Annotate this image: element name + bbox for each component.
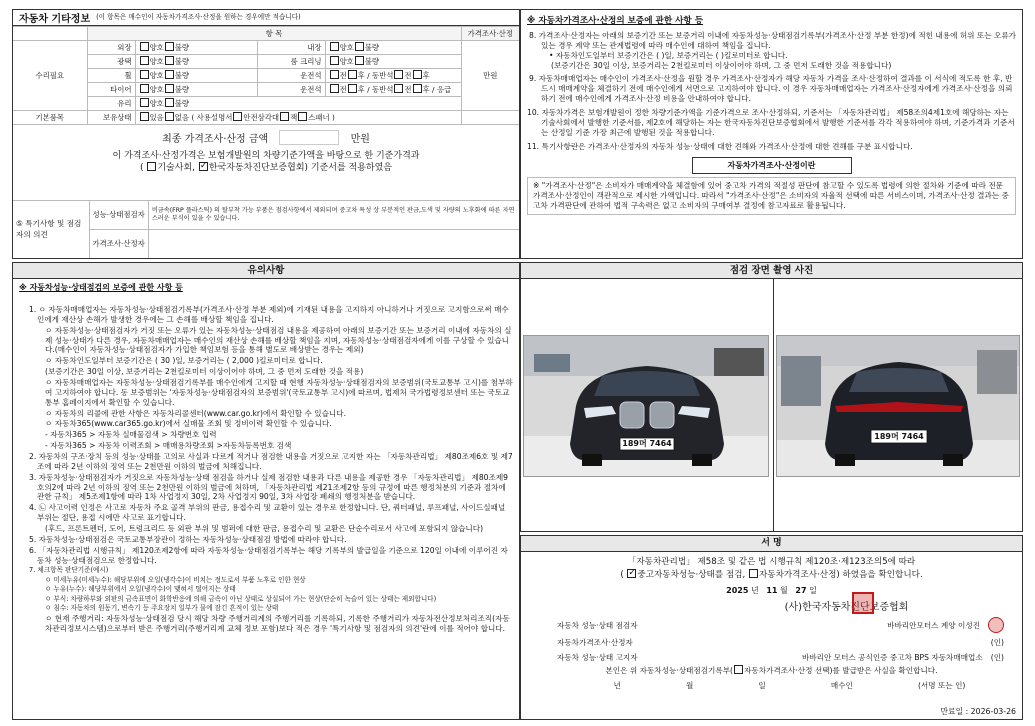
checkbox[interactable]	[165, 84, 174, 93]
signature-bar: 서 명	[521, 536, 1022, 552]
buyer-sign: (서명 또는 인)	[917, 681, 966, 691]
notice-item: (후드, 프론트펜더, 도어, 트렁크리드 등 외판 부위 및 범퍼에 대한 판금, 용접수리 및 교환은 단순수리로서 사고에 포함되지 않습니다)	[45, 524, 484, 534]
item8: 8. 가격조사·산정자는 아래의 보증기간 또는 보증거리 이내에 자동차성능·상태점검기록부(가격조사·산정 부분 한정)에 적힌 내용에 허위 또는 오류가 있는 경우 계약 또는 관계법령에 따라 매수인에 대하여 책임을 집니다.	[529, 31, 1016, 50]
buyer-month: 월	[685, 681, 694, 691]
final-unit: 만원	[350, 134, 370, 145]
opt-label: 후 / 동반석	[357, 85, 394, 94]
sig-org-row	[521, 598, 1022, 613]
row-name: 유리	[87, 97, 135, 111]
col-price: 가격조사·산정	[461, 27, 519, 41]
checkbox[interactable]	[298, 112, 307, 121]
sig-row-value: 바바리안모터스 계양 이성진	[887, 620, 980, 630]
notice-item: - 자동차365 > 자동차 이력조회 > 매매용차량조회 >자동차등록번호 검색	[45, 441, 292, 451]
checkbox[interactable]	[355, 42, 364, 51]
opt-label: 양호	[339, 43, 354, 52]
buyer-label: 매수인	[830, 681, 853, 691]
buyer-day: 일	[758, 681, 766, 691]
opt-label: 양호	[149, 57, 164, 66]
sig-row-label: 자동차 성능·상태 고지자	[557, 653, 638, 663]
item10: 10. 자동차가격은 보험개발원이 정한 차량기준가액을 기준가격으로 조사·산정하되, 기준서는 「자동차관리법」 제58조의4제1호에 해당하는 자는 기술사회에서 발행한 기준서를, 제2호에 해당하는 자는 한국자동차진단보증협회에서 발행한 기준서를 각각 적용하여야 하며, 기준가격과 기준서는 산정일 기준 가장 최근에 발행된 것을 적용합니다.	[527, 108, 1015, 137]
buyer-year: 년	[613, 681, 621, 691]
checkbox[interactable]	[165, 112, 174, 121]
opt-label: 양호	[149, 99, 164, 108]
notice-item: ㅇ 침수: 자동차의 원동기, 변속기 등 주요장치 일부가 물에 잠긴 흔적이 있는 상태	[45, 604, 279, 613]
checkbox[interactable]	[233, 112, 242, 121]
row-name: 룸 크리닝	[257, 55, 325, 69]
special-row1-label: 성능·상태점검자	[89, 200, 148, 229]
notice-item: 2. 자동차의 구조·장치 등의 성능·상태를 고의로 사실과 다르게 적거나 점검한 내용을 거짓으로 고지한 자는 「자동차관리법」 제80조제6호 및 제7조에 따라 2년 이하의 징역 또는 2천만원 이하의 벌금에 처해집니다.	[29, 452, 513, 471]
opt-label: 양호	[339, 57, 354, 66]
notice-item: - 자동차365 > 자동차 실매물검색 > 차량번호 입력	[45, 430, 217, 440]
definition-title: 자동차가격조사·산정이란	[692, 157, 852, 174]
car-rear-image	[777, 336, 1020, 477]
final-price-row	[13, 130, 519, 145]
plate-rear: 189머 7464	[874, 432, 924, 441]
sig-line2b: 자동차가격조사·산정) 하였음을 확인합니다.	[758, 569, 923, 580]
price-unit: 만원	[461, 41, 519, 111]
final-price-field[interactable]	[279, 130, 339, 145]
notice-item: ㅇ 자동차인도일부터 보증기간은 ( 30 )일, 보증거리는 ( 2,000 )킬로미터로 합니다.	[45, 356, 323, 366]
item8b: • 자동차인도일부터 보증기간은 ( )일, 보증거리는 ( )킬로미터로 합니다.	[549, 50, 788, 60]
sig-month-l: 월	[780, 586, 788, 596]
car-photo-front	[523, 335, 769, 477]
basic-own: 보유상태	[87, 111, 135, 125]
info-note: (이 항목은 매수인이 자동차가격조사·산정을 원하는 경우에만 적습니다)	[96, 13, 301, 22]
opt-label: 전	[404, 85, 412, 94]
repair-label: 수리필요	[13, 41, 87, 111]
checkbox[interactable]	[165, 70, 174, 79]
row-name: 타이어	[87, 83, 135, 97]
checkbox[interactable]	[330, 70, 339, 79]
opt-label: 전	[339, 85, 347, 94]
opt-label: 불량	[174, 71, 190, 80]
opt-label: 잭	[290, 113, 298, 122]
opt-label: 불량	[174, 57, 190, 66]
special-label: ⑤ 특기사항 및 점검자의 의견	[13, 200, 89, 258]
notice-item: ㅇ 자동차매매업자는 자동차성능·상태점검기록부를 매수인에게 고지할 때 현행 자동차성능·상태점검자의 보증범위(국토교통부 고시)를 첨부하여 고지하여야 합니다. 동 보증범위는 '자동차성능·상태점검자의 보증범위'(국토교통부 고시)에 따르며, 법제처 국가법령정보센터 또는 국토교통부 홈페이지에서 확인할 수 있습니다.	[45, 378, 513, 407]
checkbox[interactable]	[165, 98, 174, 107]
notice-item: ㅇ 누유(누수): 해당부위에서 오일(냉각수)이 맺혀서 떨어지는 상태	[45, 585, 236, 594]
repair-table	[13, 26, 519, 125]
opt-label: 불량	[174, 43, 190, 52]
notice-item: 6. 「자동차관리법 시행규칙」 제120조제2항에 따라 자동차성능·상태점검기록부는 해당 기록부의 발급일을 기준으로 120일 이내에 이루어진 자동차 성능·상태점검으로 한정합니다.	[29, 545, 508, 565]
row-name: 광택	[87, 55, 135, 69]
checkbox[interactable]	[330, 42, 339, 51]
sig-date	[521, 585, 1022, 596]
definition-text: ※ "가격조사·산정"은 소비자가 매매계약을 체결함에 있어 중고차 가격의 적절성 판단에 참고할 수 있도록 법령에 의한 절차와 기준에 따라 전문 가격조사·산정인이 객관적으로 제시한 가액입니다. 따라서 "가격조사·산정"은 소비자의 자율적 선택에 따른 서비스이며, 가격조사·산정 결과는 중고차 가격판단에 관하여 법적 구속력은 없고 소비자의 구매여부 결정에 참고자료로 활용됩니다.	[527, 177, 1016, 215]
checkbox[interactable]	[734, 665, 743, 674]
vehicle-other-info-panel	[12, 9, 520, 259]
opt-label: 불량	[364, 43, 380, 52]
item9: 9. 자동차매매업자는 매수인이 가격조사·산정을 원할 경우 가격조사·산정자가 해당 자동차 가격을 조사·산정하여 결과를 이 서식에 적도록 한 후, 반드시 매매계약을 체결하기 전에 매수인에게 서면으로 고지하여야 합니다. 이 경우 자동차매매업자는 가격조사·산정자에게 가격조사·산정을 의뢰하기 전에 매수인에게 가격조사·산정 비용을 안내하여야 합니다.	[529, 74, 1013, 104]
notice-item: 1. ㅇ 자동차매매업자는 자동차성능·상태점검기록부(가격조사·산정 부분 제외)에 기재된 내용을 고지하지 아니하거나 거짓으로 고지함으로써 매수인에게 재산상 손해가 발생한 경우에는 그 손해를 배상할 책임을 집니다.	[29, 305, 509, 324]
notice-panel	[12, 262, 520, 720]
car-photo-rear	[776, 335, 1020, 477]
checkbox[interactable]	[394, 84, 403, 93]
notice-item: 7. 체크항목 판단기준(예시)	[29, 566, 109, 575]
notice-item: ㅇ 현재 주행거리: 자동차성능·상태점검 당시 해당 차량 주행거리계의 주행거리를 기록하되, 기록한 주행거리가 자동차전산정보처리조직(자동차관리정보시스템)으로부터 받은 주행거리(주행거리계 교체 정보 포함)보다 적은 경우 '특기사항 및 점검자의 의견'란에 이를 적어야 합니다.	[45, 613, 510, 633]
opt-label: 양호	[149, 43, 164, 52]
checkbox[interactable]	[280, 112, 289, 121]
basic-label: 기본품목	[13, 111, 87, 125]
signature-panel	[520, 535, 1023, 720]
special-row1-text: 비금속(FRP 플라스틱) 의 탈부착 가능 부품은 점검사항에서 제외되며 중고차 특성 상 부분적인 판금,도색 및 자량의 노후화에 따른 자연스러운 부식이 있을 수 있습니다.	[148, 200, 519, 229]
sig-line2a: 중고자동차성능·상태를 점검,	[637, 569, 746, 580]
checkbox[interactable]	[413, 70, 422, 79]
sig-row-seal[interactable]: (인)	[990, 653, 1004, 663]
opt-label: 없음	[174, 113, 190, 122]
notice-item: ㅇ 미세누유(미세누수): 해당부위에 오일(냉각수)이 비치는 정도로서 부품 노후로 인한 현상	[45, 575, 306, 584]
notice-item: 3. 자동차성능·상태점검자가 거짓으로 자동차성능·상태 점검을 하거나 실제 점검한 내용과 다른 내용을 제공한 경우 「자동차관리법」 제80조제9호의2에 따라 2년 이하의 징역 또는 2천만원 이하의 벌금에 처하며, 「자동차관리법 제21조제2항 등의 규정에 따른 행정처분의 기준과 절차에 관한 규칙」 제5조제1항에 따라 1차 사업정지 30일, 2차 사업정지 90일, 3차 사업장 폐쇄의 행정처분을 받습니다.	[29, 472, 508, 502]
opt-label: 있음	[149, 113, 164, 122]
opt-label: 양호	[149, 71, 164, 80]
special-row2-text	[148, 229, 519, 258]
sig-row	[557, 637, 1004, 648]
buyer-row	[521, 680, 1022, 691]
checkbox[interactable]	[165, 56, 174, 65]
sig-row-label: 자동차가격조사·산정자	[557, 638, 633, 648]
opt-label: 양호	[149, 85, 164, 94]
standard-line1: 이 가격조사·산정가격은 보험개발원의 차량기준가액을 바탕으로 한 기준가격과	[112, 151, 420, 161]
sig-year-l: 년	[750, 586, 759, 596]
checkbox[interactable]	[165, 42, 174, 51]
notice-item: ㅇ 자동차의 리콜에 관한 사항은 자동차리콜센터(www.car.go.kr)에서 확인할 수 있습니다.	[45, 408, 346, 418]
checkbox-checked[interactable]	[199, 162, 208, 171]
checkbox[interactable]	[330, 56, 339, 65]
expiry-date: 만료일 : 2026-03-26	[940, 707, 1016, 716]
standard-opt2: 한국자동차진단보증협회) 기준서를 적용하였음	[208, 163, 392, 174]
sig-line1: 「자동차관리법」 제58조 및 같은 법 시행규칙 제120조·제123조의5에 따라	[627, 557, 916, 567]
photos-panel	[520, 262, 1023, 532]
special-row2-label: 가격조사·산정자	[89, 229, 148, 258]
checkbox[interactable]	[140, 112, 149, 121]
standard-opt1: 기술사회,	[157, 163, 195, 174]
final-label: 최종 가격조사·산정 금액	[162, 134, 269, 145]
checkbox[interactable]	[348, 70, 357, 79]
sig-row-value: 바바리안 모터스 공식인증 중고차 BPS 자동차매매업소	[802, 653, 983, 663]
opt-label: 안전삼각대	[243, 113, 280, 122]
receive-b: 자동차가격조사·산정 선택)를 발급받은 사실을 확인합니다.	[744, 666, 938, 676]
opt-label: 불량	[364, 57, 380, 66]
checkbox[interactable]	[348, 84, 357, 93]
notice-item: 4. ㉡ 사고이력 인정은 사고로 자동차 주요 골격 부위의 판금, 용접수리 및 교환이 있는 경우로 한정합니다. 단, 쿼터패널, 루프패널, 사이드실패널 부위는 절단, 용접 시에만 사고로 표기합니다.	[29, 503, 506, 523]
sig-year: 2025	[726, 586, 749, 596]
special-table	[13, 200, 519, 259]
checkbox[interactable]	[147, 162, 156, 171]
car-front-image	[524, 336, 769, 477]
row-name: 휠	[87, 69, 135, 83]
row-name: 운전석	[257, 83, 325, 97]
opt-label: 후 / 응급	[422, 85, 452, 94]
checkbox[interactable]	[140, 98, 149, 107]
checkbox[interactable]	[140, 70, 149, 79]
plate-front: 189머 7464	[622, 439, 672, 448]
checkbox[interactable]	[140, 84, 149, 93]
price-heading: ※ 자동차가격조사·산정의 보증에 관한 사항 등	[527, 16, 704, 26]
notice-item: ㅇ 자동차365(www.car365.go.kr)에서 실매물 조회 및 정비이력 확인할 수 있습니다.	[45, 419, 332, 429]
row-name: 외장	[87, 41, 135, 55]
receive-a: 본인은 위 자동차성능·상태점검기록부(	[605, 666, 734, 676]
opt-label: 후	[422, 71, 430, 80]
sig-row-label: 자동차 성능·상태 점검자	[557, 620, 638, 630]
checkbox[interactable]	[140, 42, 149, 51]
sig-org: (사)한국자동차진단보증협회	[784, 602, 909, 614]
checkbox[interactable]	[355, 56, 364, 65]
opt-label: 후 / 동반석	[357, 71, 394, 80]
notice-list	[19, 305, 513, 633]
checkbox[interactable]	[749, 569, 758, 578]
col-items: 항 목	[87, 27, 461, 41]
row-name: 운전석	[257, 69, 325, 83]
sig-row-seal[interactable]	[988, 617, 1004, 633]
notice-bar: 유의사항	[13, 263, 519, 279]
sig-month: 11	[766, 586, 778, 596]
opt-label: 불량	[174, 99, 190, 108]
opt-label: 불량	[174, 85, 190, 94]
checkbox-checked[interactable]	[627, 569, 636, 578]
price-guarantee-panel	[520, 9, 1023, 259]
opt-label: ( 사용설명서	[191, 113, 233, 122]
opt-label: 전	[404, 71, 412, 80]
notice-item: ㅇ 자동차성능·상태점검자가 거짓 또는 오류가 있는 자동차성능·상태점검 내용을 제공하여 아래의 보증기간 또는 보증거리 이내에 자동차의 실제 성능·상태가 다른 경우, 자동차매매업자는 매수인의 재산상 손해를 배상할 책임을 지며, 자동차성능·상태점검자에게 이를 구상할 수 있습니다.(매수인이 자동차성능·상태점검자가 가입한 책임보험 등을 통해 별도로 배상받는 경우는 제외)	[45, 325, 512, 355]
item8c: (보증기간은 30일 이상, 보증거리는 2천킬로미터 이상이어야 하며, 그 중 먼저 도래한 것을 적용합니다)	[551, 60, 892, 70]
notice-item: (보증기간은 30일 이상, 보증거리는 2천킬로미터 이상이어야 하며, 그 중 먼저 도래한 것을 적용)	[45, 367, 364, 377]
checkbox[interactable]	[413, 84, 422, 93]
info-header	[13, 10, 519, 26]
row-name: 내장	[257, 41, 325, 55]
checkbox[interactable]	[330, 84, 339, 93]
opt-label: 스패너 )	[308, 113, 335, 122]
sig-day: 27	[795, 586, 807, 596]
org-seal-stamp	[852, 592, 874, 614]
checkbox[interactable]	[140, 56, 149, 65]
sig-rows	[521, 617, 1022, 663]
checkbox[interactable]	[394, 70, 403, 79]
photos-bar: 점검 장면 촬영 사진	[521, 263, 1022, 279]
standard-note: 이 가격조사·산정가격은 보험개발원의 차량기준가액을 바탕으로 한 기준가격과 ( 기술사회, ✓ 한국자동차진단보증협회) 기준서를 적용하였음	[13, 150, 519, 174]
signature-statement: 「자동차관리법」 제58조 및 같은 법 시행규칙 제120조·제123조의5에 따라 ( ✓중고자동차성능·상태를 점검, 자동차가격조사·산정) 하였음을 확인합니다.	[521, 557, 1022, 581]
sig-day-l: 일	[809, 586, 817, 596]
opt-label: 전	[339, 71, 347, 80]
info-title: 자동차 기타정보	[19, 14, 91, 25]
item11: 11. 특기사항란은 가격조사·산정자의 자동차 성능·상태에 대한 견해와 가격조사·산정에 대한 견해를 구분 표시합니다.	[527, 141, 913, 151]
notice-item: 5. 자동차성능·상태점검은 국토교통부장관이 정하는 자동차성능·상태점검 방법에 따라야 합니다.	[29, 534, 347, 544]
sig-row	[557, 617, 1004, 633]
notice-heading: ※ 자동차성능·상태점검의 보증에 관한 사항 등	[19, 283, 183, 292]
sig-row	[557, 652, 1004, 663]
notice-item: ㅇ 부식: 차량하부와 외판의 금속표면이 화학반응에 의해 금속이 아닌 상태로 상실되어 가는 현상(단순히 녹슬어 있는 상태는 제외합니다)	[45, 594, 437, 603]
receive-line	[521, 665, 1022, 676]
sig-row-seal[interactable]: (인)	[990, 638, 1004, 648]
